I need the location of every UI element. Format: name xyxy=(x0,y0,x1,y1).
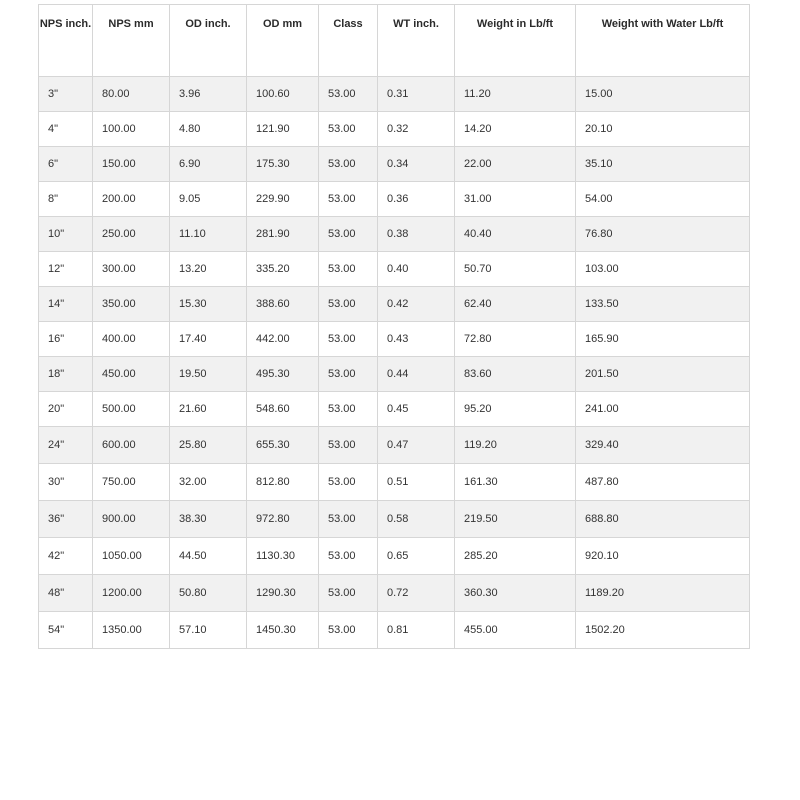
cell-nps-mm: 200.00 xyxy=(93,182,170,217)
table-row xyxy=(39,252,750,287)
cell-weight: 62.40 xyxy=(455,287,576,322)
cell-od-mm: 442.00 xyxy=(247,322,319,357)
table-header-row xyxy=(39,5,750,77)
cell-nps-inch: 10" xyxy=(39,217,93,252)
cell-od-inch: 17.40 xyxy=(170,322,247,357)
cell-nps-inch: 18" xyxy=(39,357,93,392)
table-body xyxy=(39,77,750,649)
cell-nps-inch: 4" xyxy=(39,112,93,147)
cell-od-mm: 388.60 xyxy=(247,287,319,322)
cell-od-mm: 1130.30 xyxy=(247,538,319,575)
cell-class: 53.00 xyxy=(319,252,378,287)
cell-weight: 219.50 xyxy=(455,501,576,538)
header-od-mm: OD mm xyxy=(247,5,319,77)
cell-od-mm: 972.80 xyxy=(247,501,319,538)
cell-od-mm: 121.90 xyxy=(247,112,319,147)
cell-nps-inch: 24" xyxy=(39,427,93,464)
cell-class: 53.00 xyxy=(319,427,378,464)
cell-nps-mm: 80.00 xyxy=(93,77,170,112)
table-row xyxy=(39,217,750,252)
cell-wt-inch: 0.34 xyxy=(378,147,455,182)
cell-od-inch: 11.10 xyxy=(170,217,247,252)
cell-weight-with-water: 165.90 xyxy=(576,322,750,357)
cell-nps-mm: 600.00 xyxy=(93,427,170,464)
cell-weight: 50.70 xyxy=(455,252,576,287)
cell-weight-with-water: 1189.20 xyxy=(576,575,750,612)
cell-weight-with-water: 15.00 xyxy=(576,77,750,112)
cell-wt-inch: 0.65 xyxy=(378,538,455,575)
cell-nps-mm: 300.00 xyxy=(93,252,170,287)
cell-od-mm: 175.30 xyxy=(247,147,319,182)
cell-od-inch: 15.30 xyxy=(170,287,247,322)
cell-nps-inch: 30" xyxy=(39,464,93,501)
cell-class: 53.00 xyxy=(319,287,378,322)
header-class: Class xyxy=(319,5,378,77)
cell-od-mm: 281.90 xyxy=(247,217,319,252)
table-row xyxy=(39,357,750,392)
cell-wt-inch: 0.47 xyxy=(378,427,455,464)
table-row xyxy=(39,575,750,612)
cell-od-inch: 38.30 xyxy=(170,501,247,538)
cell-wt-inch: 0.81 xyxy=(378,612,455,649)
cell-od-mm: 1450.30 xyxy=(247,612,319,649)
cell-nps-mm: 350.00 xyxy=(93,287,170,322)
cell-weight-with-water: 201.50 xyxy=(576,357,750,392)
cell-class: 53.00 xyxy=(319,217,378,252)
table-row xyxy=(39,147,750,182)
cell-weight-with-water: 54.00 xyxy=(576,182,750,217)
cell-weight: 95.20 xyxy=(455,392,576,427)
cell-od-inch: 50.80 xyxy=(170,575,247,612)
cell-class: 53.00 xyxy=(319,112,378,147)
table-row xyxy=(39,112,750,147)
cell-weight: 285.20 xyxy=(455,538,576,575)
cell-class: 53.00 xyxy=(319,501,378,538)
cell-wt-inch: 0.43 xyxy=(378,322,455,357)
cell-od-inch: 57.10 xyxy=(170,612,247,649)
cell-nps-inch: 14" xyxy=(39,287,93,322)
cell-class: 53.00 xyxy=(319,322,378,357)
cell-od-inch: 21.60 xyxy=(170,392,247,427)
table-row xyxy=(39,501,750,538)
cell-od-inch: 19.50 xyxy=(170,357,247,392)
cell-od-mm: 100.60 xyxy=(247,77,319,112)
cell-nps-inch: 48" xyxy=(39,575,93,612)
cell-weight-with-water: 241.00 xyxy=(576,392,750,427)
cell-nps-inch: 42" xyxy=(39,538,93,575)
cell-wt-inch: 0.36 xyxy=(378,182,455,217)
cell-class: 53.00 xyxy=(319,77,378,112)
cell-wt-inch: 0.51 xyxy=(378,464,455,501)
cell-weight: 83.60 xyxy=(455,357,576,392)
cell-od-inch: 44.50 xyxy=(170,538,247,575)
cell-od-mm: 1290.30 xyxy=(247,575,319,612)
cell-nps-mm: 900.00 xyxy=(93,501,170,538)
header-nps-mm: NPS mm xyxy=(93,5,170,77)
cell-weight: 72.80 xyxy=(455,322,576,357)
cell-nps-inch: 6" xyxy=(39,147,93,182)
cell-class: 53.00 xyxy=(319,357,378,392)
table-row xyxy=(39,392,750,427)
cell-class: 53.00 xyxy=(319,538,378,575)
cell-nps-inch: 20" xyxy=(39,392,93,427)
table-row xyxy=(39,322,750,357)
cell-wt-inch: 0.32 xyxy=(378,112,455,147)
table-row xyxy=(39,77,750,112)
cell-od-inch: 9.05 xyxy=(170,182,247,217)
cell-weight-with-water: 103.00 xyxy=(576,252,750,287)
cell-od-mm: 229.90 xyxy=(247,182,319,217)
cell-weight-with-water: 688.80 xyxy=(576,501,750,538)
cell-nps-inch: 16" xyxy=(39,322,93,357)
header-weight: Weight in Lb/ft xyxy=(455,5,576,77)
table-row xyxy=(39,538,750,575)
cell-od-mm: 495.30 xyxy=(247,357,319,392)
cell-od-inch: 13.20 xyxy=(170,252,247,287)
cell-weight: 22.00 xyxy=(455,147,576,182)
table-row xyxy=(39,427,750,464)
cell-nps-mm: 1050.00 xyxy=(93,538,170,575)
cell-wt-inch: 0.45 xyxy=(378,392,455,427)
table-row xyxy=(39,182,750,217)
cell-class: 53.00 xyxy=(319,182,378,217)
pipe-spec-table xyxy=(38,4,750,649)
table-row xyxy=(39,287,750,322)
cell-class: 53.00 xyxy=(319,612,378,649)
cell-nps-mm: 450.00 xyxy=(93,357,170,392)
cell-class: 53.00 xyxy=(319,147,378,182)
cell-weight-with-water: 35.10 xyxy=(576,147,750,182)
cell-weight: 40.40 xyxy=(455,217,576,252)
cell-weight: 360.30 xyxy=(455,575,576,612)
cell-class: 53.00 xyxy=(319,464,378,501)
cell-weight: 14.20 xyxy=(455,112,576,147)
cell-weight-with-water: 76.80 xyxy=(576,217,750,252)
cell-weight-with-water: 329.40 xyxy=(576,427,750,464)
header-od-inch: OD inch. xyxy=(170,5,247,77)
cell-od-inch: 6.90 xyxy=(170,147,247,182)
cell-wt-inch: 0.58 xyxy=(378,501,455,538)
cell-nps-inch: 12" xyxy=(39,252,93,287)
cell-od-inch: 25.80 xyxy=(170,427,247,464)
header-wt-inch: WT inch. xyxy=(378,5,455,77)
cell-od-mm: 548.60 xyxy=(247,392,319,427)
cell-wt-inch: 0.42 xyxy=(378,287,455,322)
cell-od-mm: 335.20 xyxy=(247,252,319,287)
cell-od-mm: 812.80 xyxy=(247,464,319,501)
cell-od-mm: 655.30 xyxy=(247,427,319,464)
cell-weight: 455.00 xyxy=(455,612,576,649)
cell-weight-with-water: 133.50 xyxy=(576,287,750,322)
cell-nps-mm: 1200.00 xyxy=(93,575,170,612)
cell-nps-mm: 400.00 xyxy=(93,322,170,357)
cell-nps-mm: 100.00 xyxy=(93,112,170,147)
cell-nps-inch: 54" xyxy=(39,612,93,649)
cell-nps-mm: 750.00 xyxy=(93,464,170,501)
cell-od-inch: 32.00 xyxy=(170,464,247,501)
cell-class: 53.00 xyxy=(319,575,378,612)
cell-weight: 119.20 xyxy=(455,427,576,464)
cell-wt-inch: 0.72 xyxy=(378,575,455,612)
cell-nps-mm: 250.00 xyxy=(93,217,170,252)
cell-weight: 31.00 xyxy=(455,182,576,217)
cell-weight-with-water: 20.10 xyxy=(576,112,750,147)
cell-nps-inch: 36" xyxy=(39,501,93,538)
cell-nps-mm: 500.00 xyxy=(93,392,170,427)
cell-class: 53.00 xyxy=(319,392,378,427)
cell-wt-inch: 0.40 xyxy=(378,252,455,287)
table-row xyxy=(39,464,750,501)
cell-wt-inch: 0.31 xyxy=(378,77,455,112)
cell-weight-with-water: 487.80 xyxy=(576,464,750,501)
cell-wt-inch: 0.44 xyxy=(378,357,455,392)
cell-weight: 11.20 xyxy=(455,77,576,112)
table-row xyxy=(39,612,750,649)
cell-nps-inch: 3" xyxy=(39,77,93,112)
header-nps-inch: NPS inch. xyxy=(39,5,93,77)
cell-nps-mm: 1350.00 xyxy=(93,612,170,649)
cell-od-inch: 4.80 xyxy=(170,112,247,147)
cell-nps-inch: 8" xyxy=(39,182,93,217)
cell-weight-with-water: 1502.20 xyxy=(576,612,750,649)
cell-wt-inch: 0.38 xyxy=(378,217,455,252)
cell-od-inch: 3.96 xyxy=(170,77,247,112)
cell-weight-with-water: 920.10 xyxy=(576,538,750,575)
pipe-spec-table-container xyxy=(38,4,749,649)
cell-nps-mm: 150.00 xyxy=(93,147,170,182)
cell-weight: 161.30 xyxy=(455,464,576,501)
header-weight-with-water: Weight with Water Lb/ft xyxy=(576,5,750,77)
